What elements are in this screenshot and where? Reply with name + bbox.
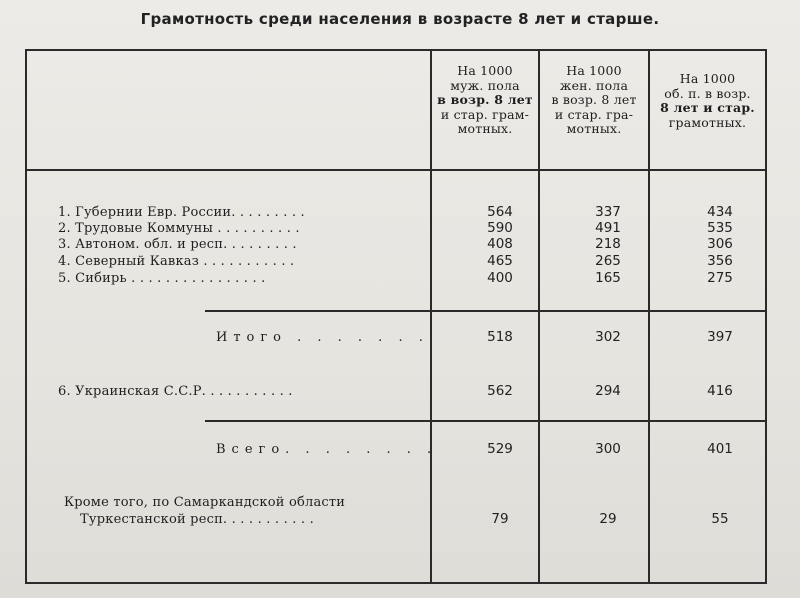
male-value: 408 bbox=[487, 236, 513, 252]
female-value: 491 bbox=[595, 220, 621, 236]
extra-male-value: 79 bbox=[491, 511, 509, 527]
ukraine-female-value: 294 bbox=[595, 383, 621, 399]
vsego-female-value: 300 bbox=[595, 441, 621, 457]
region-label: 1. Губернии Евр. России. . . . . . . . . bbox=[58, 205, 305, 220]
region-label: 5. Сибирь . . . . . . . . . . . . . . . . bbox=[58, 271, 266, 286]
itogo-rule bbox=[205, 310, 765, 312]
extra-total-value: 55 bbox=[711, 511, 729, 527]
header-total-line: На 1000 bbox=[679, 71, 736, 86]
header-total bbox=[650, 72, 765, 130]
ukraine-total-value: 416 bbox=[707, 383, 733, 399]
total-value: 535 bbox=[707, 220, 733, 236]
header-female-line: На 1000 bbox=[566, 63, 622, 78]
total-value: 356 bbox=[707, 253, 733, 269]
header-female-line: и стар. гра- bbox=[554, 106, 634, 122]
ukraine-label: 6. Украинская С.С.Р. . . . . . . . . . . bbox=[58, 384, 293, 399]
vsego-total-value: 401 bbox=[707, 441, 733, 457]
region-label: 2. Трудовые Коммуны . . . . . . . . . . bbox=[58, 221, 300, 236]
header-male bbox=[432, 64, 538, 137]
total-value: 306 bbox=[707, 236, 733, 252]
itogo-male-value: 518 bbox=[487, 329, 513, 345]
header-male-line: На 1000 bbox=[457, 63, 513, 78]
table-title: Грамотность среди населения в возрасте 8 лет и старше. bbox=[140, 10, 660, 28]
right-border bbox=[765, 49, 767, 584]
header-female-line: жен. пола bbox=[559, 77, 629, 93]
extra-label-line1: Кроме того, по Самаркандской области bbox=[64, 495, 346, 510]
male-value: 465 bbox=[487, 253, 513, 269]
female-value: 337 bbox=[595, 204, 621, 220]
female-value: 218 bbox=[595, 236, 621, 252]
total-value: 275 bbox=[707, 270, 733, 286]
vsego-rule bbox=[205, 420, 765, 422]
total-value: 434 bbox=[707, 204, 733, 220]
region-label: 4. Северный Кавказ . . . . . . . . . . . bbox=[58, 254, 295, 269]
header-female bbox=[540, 64, 648, 137]
itogo-female-value: 302 bbox=[595, 329, 621, 345]
female-value: 165 bbox=[595, 270, 621, 286]
header-female-line: мотных. bbox=[566, 121, 622, 136]
itogo-total-value: 397 bbox=[707, 329, 733, 345]
ukraine-male-value: 562 bbox=[487, 383, 513, 399]
header-male-line: и стар. грам- bbox=[440, 106, 530, 122]
header-total-line: об. п. в возр. bbox=[664, 85, 751, 101]
top-border bbox=[25, 49, 767, 51]
header-female-line: в возр. 8 лет bbox=[551, 92, 637, 107]
header-male-line: муж. пола bbox=[450, 77, 520, 93]
left-border bbox=[25, 49, 27, 584]
vsego-label: Всего. . . . . . . . bbox=[216, 442, 438, 457]
header-male-line: мотных. bbox=[457, 121, 513, 136]
header-separator bbox=[25, 169, 767, 171]
vsego-male-value: 529 bbox=[487, 441, 513, 457]
extra-female-value: 29 bbox=[599, 511, 617, 527]
header-total-line: грамотных. bbox=[668, 114, 747, 130]
header-male-line: в возр. 8 лет bbox=[437, 92, 533, 107]
extra-label-line2: Туркестанской респ. . . . . . . . . . . bbox=[80, 512, 314, 527]
male-value: 400 bbox=[487, 270, 513, 286]
itogo-label: Итого . . . . . . . bbox=[216, 330, 429, 345]
male-value: 590 bbox=[487, 220, 513, 236]
header-total-line: 8 лет и стар. bbox=[660, 100, 755, 115]
region-label: 3. Автоном. обл. и респ. . . . . . . . . bbox=[58, 237, 297, 252]
female-value: 265 bbox=[595, 253, 621, 269]
male-value: 564 bbox=[487, 204, 513, 220]
bottom-border bbox=[25, 582, 767, 584]
